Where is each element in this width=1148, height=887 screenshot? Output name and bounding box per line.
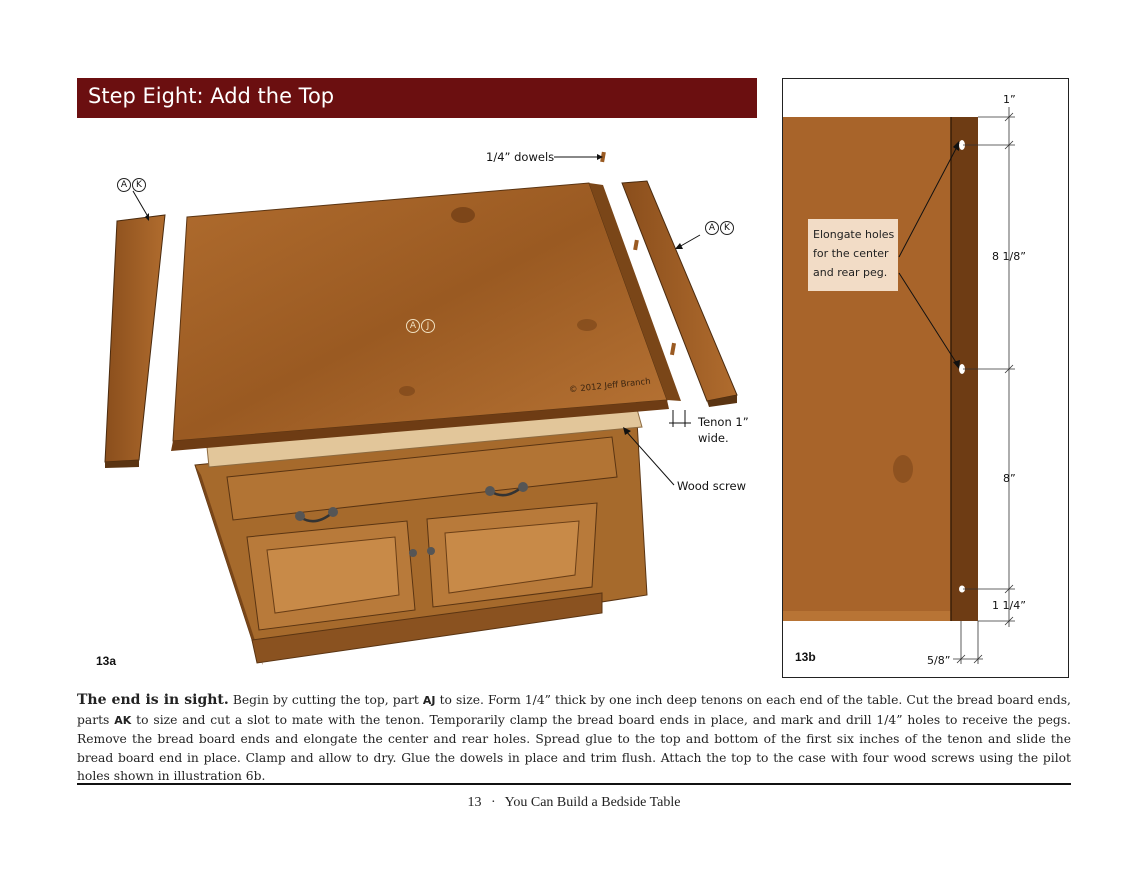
footer-separator: ·	[491, 795, 496, 810]
dim-width: 5/8”	[927, 654, 951, 667]
part-tag-right-end: A K	[705, 219, 735, 235]
dim-middle-span: 8”	[1003, 472, 1016, 485]
book-title: You Can Build a Bedside Table	[504, 795, 681, 810]
tenon-label-line1: Tenon 1”	[698, 415, 749, 429]
part-tag-top: A J	[406, 317, 436, 333]
paragraph-segment-3: to size and cut a slot to mate with the tenon. Temporarily clamp the bread board ends in place, and mark and drill 1/4” holes to receive the pegs. Remove the bread board ends and elongate the center and rear holes. Spread glue to the top and bottom of the first six inches of the tenon and slide the bread board end in place. Clamp and allow to dry. Glue the dowels in place and trim flush. Attach the top to the case with four wood screws using the pilot holes shown in illustration 6b.	[77, 712, 1071, 783]
tenon-label-line2: wide.	[698, 431, 729, 445]
figure-13b-number: 13b	[795, 650, 816, 664]
dowels-label: 1/4” dowels	[486, 150, 555, 164]
note-line-1: Elongate holes	[813, 228, 895, 241]
part-code-ak: AK	[114, 713, 132, 727]
part-code-aj: AJ	[422, 694, 436, 707]
dim-upper-span: 8 1/8”	[992, 250, 1026, 263]
wood-screw-label: Wood screw	[677, 479, 746, 493]
copyright-mark: © 2012 Jeff Branch	[568, 376, 652, 396]
page-number: 13	[467, 795, 482, 810]
paragraph-segment-1: Begin by cutting the top, part	[232, 693, 419, 707]
footer-rule	[77, 783, 1071, 785]
section-title-bar	[77, 78, 757, 118]
section-title: Step Eight: Add the Top	[88, 84, 335, 108]
note-line-2: for the center	[813, 247, 889, 260]
part-tag-left-end: A K	[117, 176, 147, 192]
figure-13a	[77, 125, 757, 675]
exploded-view-illustration	[77, 125, 757, 675]
figure-13a-number: 13a	[96, 654, 117, 668]
instruction-paragraph	[77, 691, 1071, 786]
figure-13b	[782, 78, 1069, 678]
paragraph-segment-2: to size. Form 1/4” thick by one inch deep tenons on each end of the table. Cut the bread board ends, parts	[77, 693, 1071, 727]
elongate-holes-note	[808, 219, 898, 291]
bread-board-detail	[783, 79, 1068, 677]
dim-top: 1”	[1003, 93, 1016, 106]
page-footer	[0, 795, 1148, 811]
paragraph-lead: The end is in sight.	[77, 692, 229, 708]
note-line-3: and rear peg.	[813, 266, 888, 279]
dim-lower-span: 1 1/4”	[992, 599, 1026, 612]
